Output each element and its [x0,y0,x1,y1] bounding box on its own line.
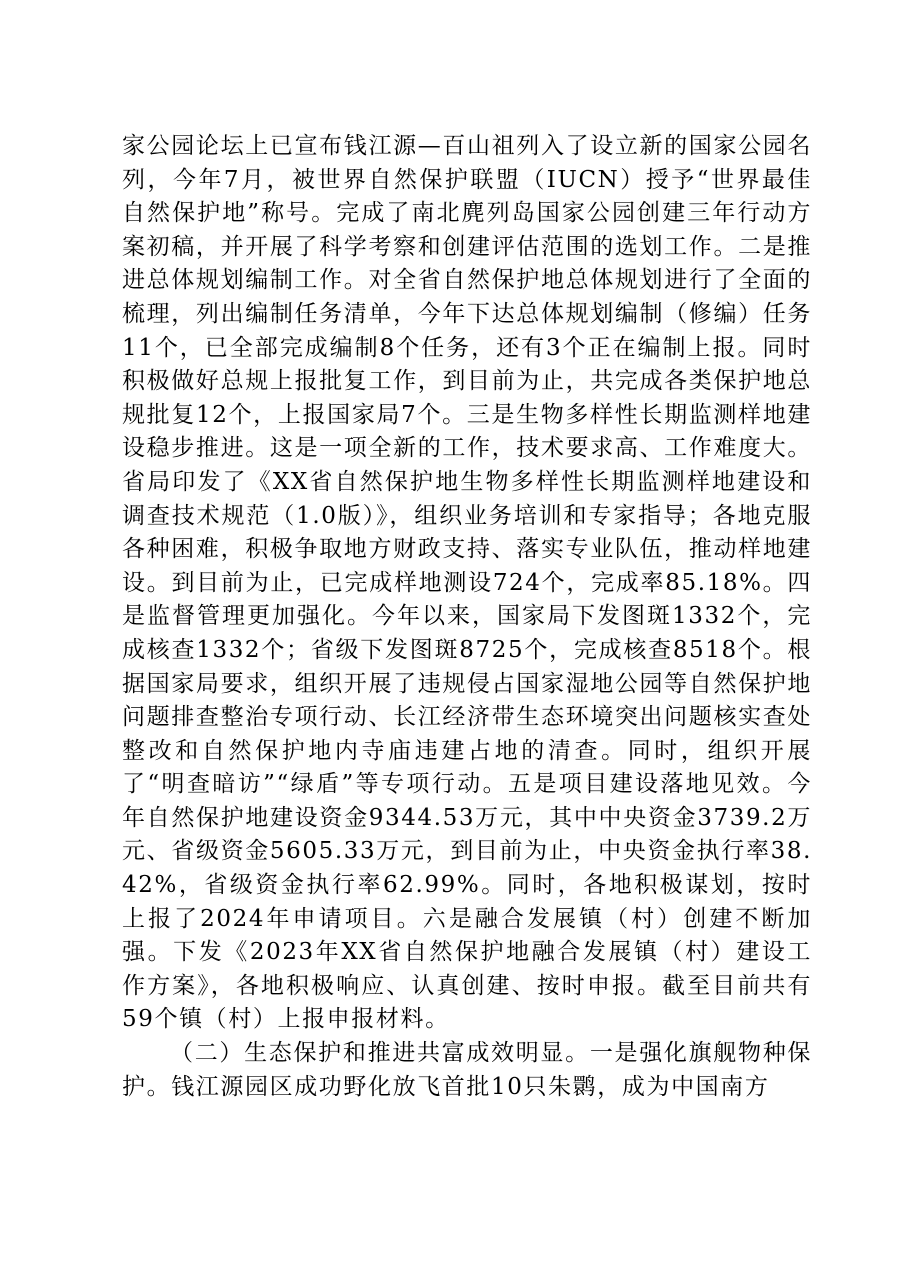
paragraph-1: 家公园论坛上已宣布钱江源—百山祖列入了设立新的国家公园名列，今年7月，被世界自然保护联盟（IUCN）授予“世界最佳自然保护地”称号。完成了南北麂列岛国家公园创建三年行动方案初稿，并开展了科学考察和创建评估范围的选划工作。二是推进总体规划编制工作。对全省自然保护地总体规划进行了全面的梳理，列出编制任务清单，今年下达总体规划编制（修编）任务11个，已全部完成编制8个任务，还有3个正在编制上报。同时积极做好总规上报批复工作，到目前为止，共完成各类保护地总规批复12个，上报国家局7个。三是生物多样性长期监测样地建设稳步推进。这是一项全新的工作，技术要求高、工作难度大。省局印发了《XX省自然保护地生物多样性长期监测样地建设和调查技术规范（1.0版）》，组织业务培训和专家指导；各地克服各种困难，积极争取地方财政支持、落实专业队伍，推动样地建设。到目前为止，已完成样地测设724个，完成率85.18%。四是监督管理更加强化。今年以来，国家局下发图斑1332个，完成核查1332个；省级下发图斑8725个，完成核查8518个。根据国家局要求，组织开展了违规侵占国家湿地公园等自然保护地问题排查整治专项行动、长江经济带生态环境突出问题核实查处整改和自然保护地内寺庙违建占地的清查。同时，组织开展了“明查暗访”“绿盾”等专项行动。五是项目建设落地见效。今年自然保护地建设资金9344.53万元，其中中央资金3739.2万元、省级资金5605.33万元，到目前为止，中央资金执行率38.42%，省级资金执行率62.99%。同时，各地积极谋划，按时上报了2024年申请项目。六是融合发展镇（村）创建不断加强。下发《2023年XX省自然保护地融合发展镇（村）建设工作方案》，各地积极响应、认真创建、按时申报。截至目前共有59个镇（村）上报申报材料。 [122,133,812,1033]
paragraph-2: （二）生态保护和推进共富成效明显。一是强化旗舰物种保护。钱江源园区成功野化放飞首批10只朱鹮，成为中国南方 [122,1040,812,1100]
document-body [122,130,812,1104]
